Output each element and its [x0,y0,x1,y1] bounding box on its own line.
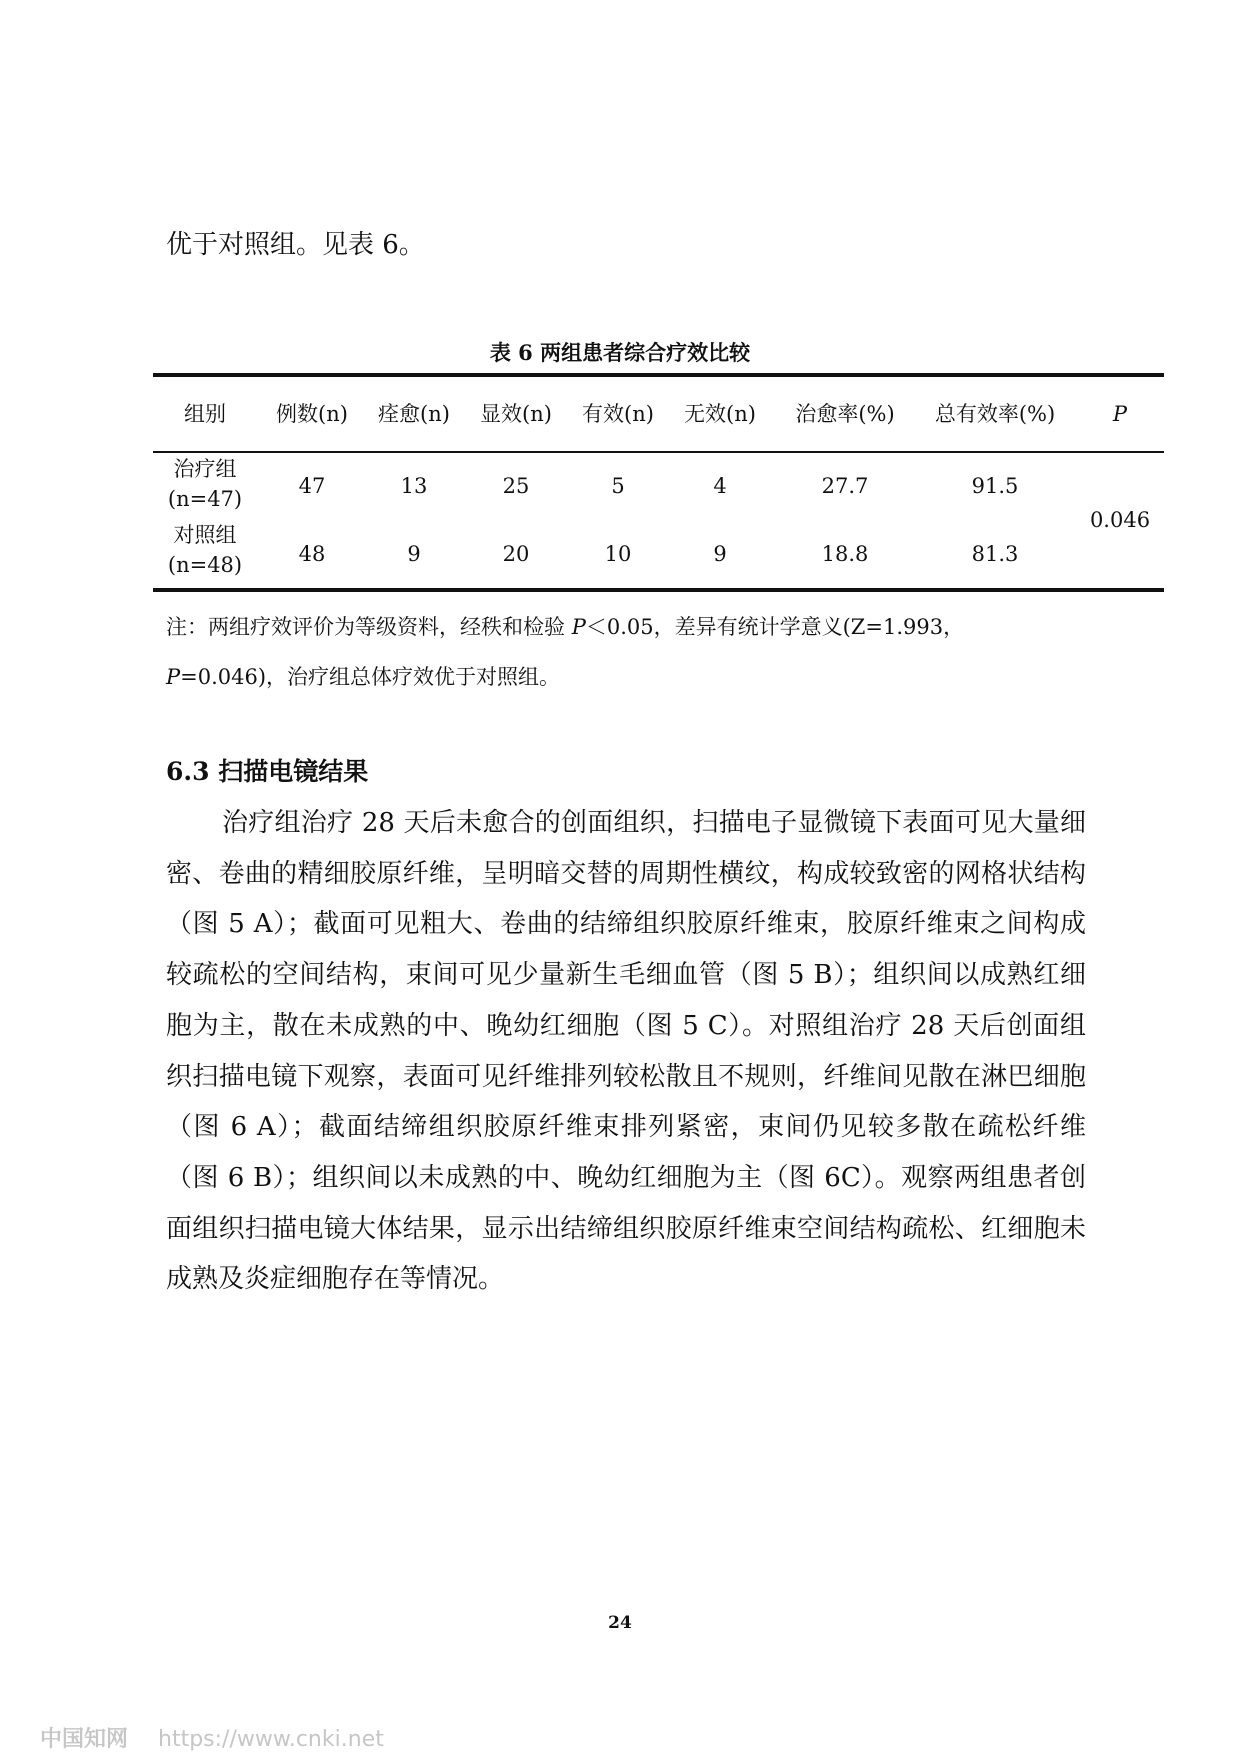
table-cell: 4 [713,474,727,498]
cnki-watermark [40,1722,384,1753]
header-cell-effective: 有效(n) [582,402,654,426]
table-cell: 9 [407,542,421,566]
table-cell: 10 [604,542,632,566]
page-number: 24 [608,1613,632,1633]
header-cell-ineffective: 无效(n) [684,402,756,426]
header-cell-cure-rate: 治愈率(%) [795,402,895,426]
table-bottom-rule [153,588,1164,592]
table-note-line1 [166,613,1086,641]
table-note-line2 [166,663,1086,691]
table-cell: 91.5 [971,474,1019,498]
note-text: =0.046)，治疗组总体疗效优于对照组。 [180,665,561,689]
row-group-label [150,520,260,580]
table-cell: 20 [502,542,530,566]
table-cell: 48 [298,542,326,566]
note-text: 注：两组疗效评价为等级资料，经秩和检验 [166,615,572,639]
watermark-brand: 中国知网 [40,1727,129,1752]
table-caption: 表 6 两组患者综合疗效比较 [489,340,751,365]
table-top-rule [153,373,1164,377]
table-cell: 27.7 [821,474,869,498]
note-text: ＜0.05，差异有统计学意义(Z=1.993， [585,615,965,639]
group-size: (n=48) [167,553,243,577]
table-cell: 18.8 [821,542,869,566]
p-value-cell: 0.046 [1089,508,1151,532]
section-heading: 6.3 扫描电镜结果 [166,757,369,786]
table-cell: 47 [298,474,326,498]
row-group-label [150,454,260,514]
table-cell: 81.3 [971,542,1019,566]
header-cell-cases: 例数(n) [276,402,348,426]
watermark-url: https://www.cnki.net [158,1727,384,1752]
table-cell: 5 [611,474,625,498]
note-p-symbol: P [571,615,586,639]
header-cell-p: P [1112,402,1128,426]
group-name: 治疗组 [173,457,237,481]
header-cell-cured: 痊愈(n) [378,402,450,426]
header-cell-total-rate: 总有效率(%) [934,402,1056,426]
group-size: (n=47) [167,487,243,511]
header-cell-marked: 显效(n) [480,402,552,426]
body-paragraph: 治疗组治疗 28 天后未愈合的创面组织，扫描电子显微镜下表面可见大量细密、卷曲的精细胶原纤维，呈明暗交替的周期性横纹，构成较致密的网格状结构（图 5 A）；截面可见粗大、卷曲的结缔组织胶原纤维束，胶原纤维束之间构成较疏松的空间结构，束间可见少量新生毛细血管（图 5 B）；组织间以成熟红细胞为主，散在未成熟的中、晚幼红细胞（图 5 C）。对照组治疗 28 天后创面组织扫描电镜下观察，表面可见纤维排列较松散且不规则，纤维间见散在淋巴细胞（图 6 A）；截面结缔组织胶原纤维束排列紧密，束间仍见较多散在疏松纤维（图 6 B）；组织间以未成熟的中、晚幼红细胞为主（图 6C）。观察两组患者创面组织扫描电镜大体结果，显示出结缔组织胶原纤维束空间结构疏松、红细胞未成熟及炎症细胞存在等情况。 [166,808,1086,1295]
note-p-symbol: P [166,665,181,689]
table-cell: 9 [713,542,727,566]
table-cell: 25 [502,474,530,498]
header-cell-group: 组别 [184,402,226,426]
table-cell: 13 [400,474,428,498]
body-paragraph-block [166,798,1086,1305]
table-header-rule [153,451,1164,453]
intro-line: 优于对照组。见表 6。 [166,230,425,260]
group-name: 对照组 [173,523,237,547]
